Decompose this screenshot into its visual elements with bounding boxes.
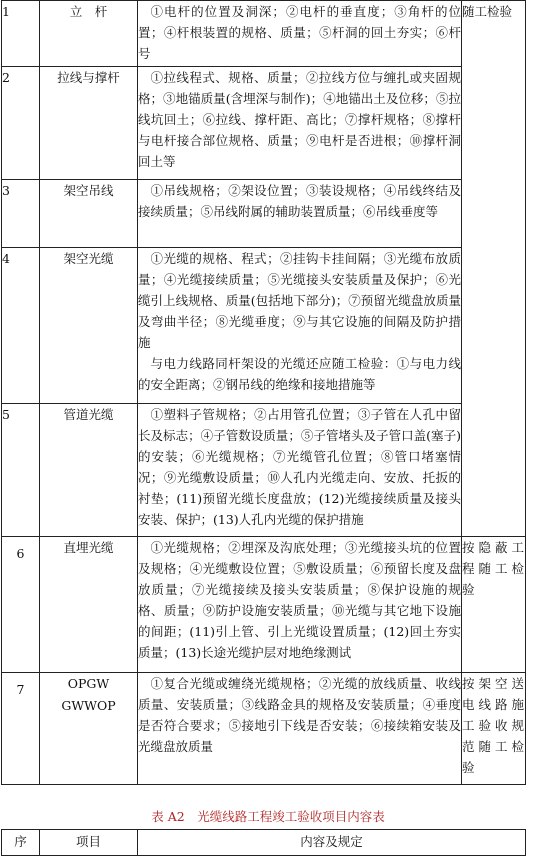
row-item: 立 杆 [40,1,138,67]
row-item: 直埋光缆 [40,537,138,673]
row-content: ①电杆的位置及洞深；②电杆的垂直度；③角杆的位置；④杆根装置的规格、质量；⑤杆洞的回土夯实；⑥杆号 [138,1,462,67]
next-table-header [1,829,526,856]
row-number: 1 [2,1,40,67]
table-row [2,537,526,673]
table-row [2,673,526,785]
method-cell: 按隐蔽工程随工检验 [462,537,526,673]
inspection-table [1,0,526,785]
header-content: 内容及规定 [138,830,526,856]
row-content: ①拉线程式、规格、质量；②拉线方位与缠扎或夹固规格；③地锚质量(含埋深与制作)；④地锚出土及位移；⑤拉线坑回土；⑥拉线、撑杆距、高比；⑦撑杆规格；⑧撑杆与电杆接合部位规格、质量；⑨电杆是否进根；⑩撑杆洞回土等 [138,67,462,180]
method-cell: 按架空送电线路施工验收规范随工检验 [462,673,526,785]
row-number: 7 [2,673,40,785]
row-item: 管道光缆 [40,404,138,537]
row-content: ①光缆的规格、程式；②挂钩卡挂间隔；③光缆布放质量；④光缆接续质量；⑤光缆接头安装质量及保护；⑥光缆引上线规格、质量(包括地下部分)；⑦预留光缆盘放质量及弯曲半径；⑧光缆垂度；⑨与其它设施的间隔及防护措施 与电力线路同杆架设的光缆还应随工检验：①与电力线的安全距离；②钢吊线的绝缘和接地措施等 [138,248,462,404]
table-row [2,248,526,404]
row-content: ①复合光缆或缠绕光缆规格；②光缆的放线质量、收线质量、安装质量；③线路金具的规格及安装质量；④垂度是否符合要求；⑤接地引下线是否安装；⑥接续箱安装及光缆盘放质量 [138,673,462,785]
table-row [2,67,526,180]
row-item: 架空吊线 [40,180,138,248]
table-row [2,404,526,537]
row-content: ①吊线规格；②架设位置；③装设规格；④吊线终结及接续质量；⑤吊线附属的辅助装置质量；⑥吊线垂度等 [138,180,462,248]
row-number: 4 [2,248,40,404]
header-no: 序 [2,830,40,856]
row-item: 架空光缆 [40,248,138,404]
row-content: ①光缆规格；②埋深及沟底处理；③光缆接头坑的位置及规格；④光缆敷设位置；⑤敷设质量；⑥预留长度及盘放质量；⑦光缆接续及接头安装质量；⑧保护设施的规格、质量；⑨防护设施安装质量；⑩光缆与其它地下设施的间距；(11)引上管、引上光缆设置质量；(12)回土夯实质量；(13)长途光缆护层对地绝缘测试 [138,537,462,673]
row-number: 2 [2,67,40,180]
row-item: 拉线与撑杆 [40,67,138,180]
row-item: OPGW GWWOP [40,673,138,785]
table-row [2,180,526,248]
row-number: 6 [2,537,40,673]
table-row [2,1,526,67]
header-item: 项目 [40,830,138,856]
table-caption: 表 A2 光缆线路工程竣工验收项目内容表 [151,809,385,824]
header-row [2,830,526,856]
row-number: 5 [2,404,40,537]
row-content: ①塑料子管规格；②占用管孔位置；③子管在人孔中留长及标志；④子管数设质量；⑤子管堵头及子管口盖(塞子)的安装；⑥光缆规格；⑦光缆管孔位置；⑧管口堵塞情况；⑨光缆敷设质量；⑩人孔内光缆走向、安放、托扳的衬垫；(11)预留光缆长度盘放；(12)光缆接续质量及接头安装、保护；(13)人孔内光缆的保护措施 [138,404,462,537]
row-number: 3 [2,180,40,248]
method-cell: 随工检验 [462,1,526,537]
